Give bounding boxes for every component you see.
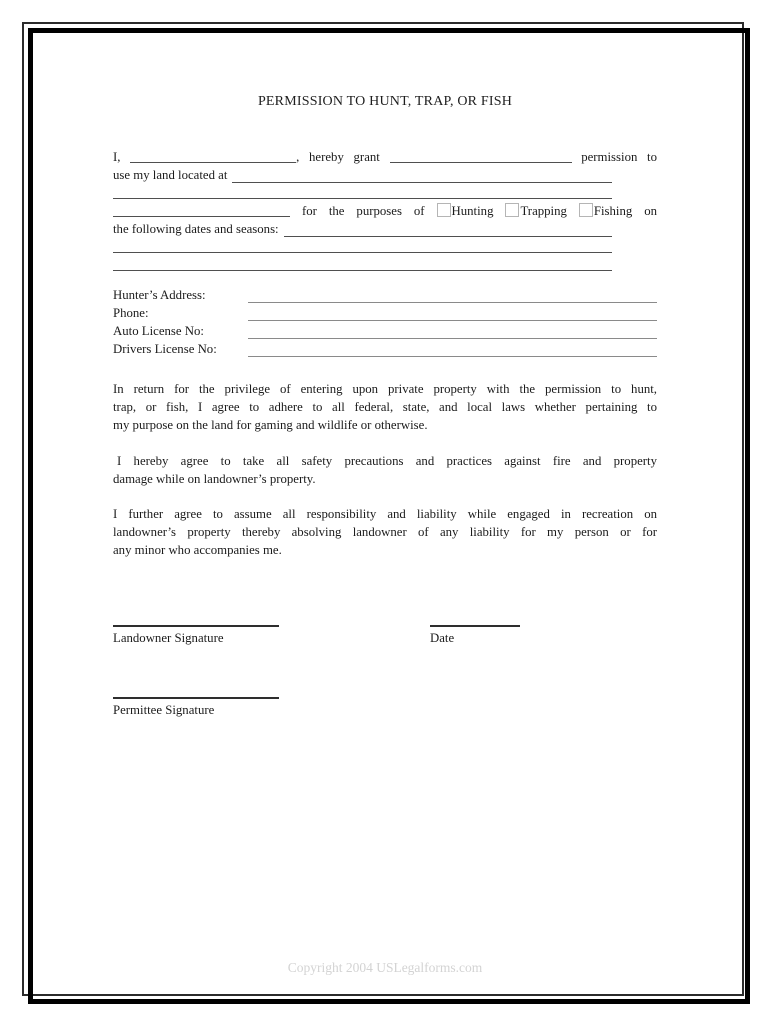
paragraph-line: my purpose on the land for gaming and wildlife or otherwise. (113, 418, 428, 432)
blank-land-location-3[interactable] (113, 203, 290, 217)
date-line[interactable] (430, 625, 520, 627)
permittee-signature-label: Permittee Signature (113, 703, 215, 717)
intro-line-2 (113, 166, 612, 184)
form-title: PERMISSION TO HUNT, TRAP, OR FISH (257, 94, 513, 109)
blank-hunters-address[interactable] (248, 287, 657, 303)
paragraph-line: landowner’s property thereby absolving landowner of any liability for my person or for (113, 525, 657, 539)
trapping-option (505, 204, 566, 218)
text-on: on (644, 204, 658, 218)
blank-land-location-2[interactable] (113, 185, 612, 199)
intro-line-6 (113, 238, 657, 256)
fishing-option (579, 204, 632, 218)
trapping-label: Trapping (520, 204, 567, 218)
paragraph-line: trap, or fish, I agree to adhere to all federal, state, and local laws whether pertaining to (113, 400, 657, 414)
paragraph-laws (113, 380, 657, 434)
permittee-signature-line[interactable] (113, 697, 279, 699)
text-i: I, (113, 150, 121, 164)
auto-license-label: Auto License No: (113, 324, 204, 338)
phone-label: Phone: (113, 306, 149, 320)
hunters-address-row (113, 286, 657, 304)
text-hereby-grant: , hereby grant (296, 150, 380, 164)
paragraph-line: In return for the privilege of entering upon private property with the permission to hunt, (113, 382, 657, 396)
blank-phone[interactable] (248, 305, 657, 321)
blank-auto-license[interactable] (248, 323, 657, 339)
auto-license-row (113, 322, 657, 340)
paragraph-line: I hereby agree to take all safety precautions and practices against fire and property (117, 454, 657, 468)
blank-grantee-name[interactable] (390, 149, 572, 163)
hunting-label: Hunting (451, 204, 494, 218)
copyright-notice: Copyright 2004 USLegalforms.com (287, 960, 483, 975)
hunting-checkbox[interactable] (437, 203, 451, 217)
intro-line-1 (113, 148, 657, 166)
landowner-signature-line[interactable] (113, 625, 279, 627)
intro-line-3 (113, 184, 657, 202)
fishing-checkbox[interactable] (579, 203, 593, 217)
phone-row (113, 304, 657, 322)
intro-line-7 (113, 256, 657, 274)
paragraph-line: I further agree to assume all responsibility and liability while engaged in recreation on (113, 507, 657, 521)
paragraph-safety (113, 452, 657, 488)
hunters-address-label: Hunter’s Address: (113, 288, 206, 302)
hunter-info-section (113, 286, 657, 358)
paragraph-line: damage while on landowner’s property. (113, 472, 316, 486)
hunting-option (437, 204, 494, 218)
intro-section (113, 148, 657, 274)
date-label: Date (430, 631, 455, 645)
drivers-license-label: Drivers License No: (113, 342, 217, 356)
fishing-label: Fishing (593, 204, 633, 218)
text-permission-to: permission to (581, 150, 657, 164)
blank-dates-seasons-3[interactable] (113, 257, 612, 271)
drivers-license-row (113, 340, 657, 358)
blank-dates-seasons-1[interactable] (284, 221, 612, 237)
blank-drivers-license[interactable] (248, 341, 657, 357)
trapping-checkbox[interactable] (505, 203, 519, 217)
text-dates-seasons: the following dates and seasons: (113, 222, 279, 236)
intro-line-4 (113, 202, 657, 220)
landowner-signature-label: Landowner Signature (113, 631, 224, 645)
intro-line-5 (113, 220, 612, 238)
paragraph-line: any minor who accompanies me. (113, 543, 282, 557)
text-purposes-intro: for the purposes of (301, 204, 425, 218)
blank-land-location-1[interactable] (232, 167, 612, 183)
blank-landowner-name[interactable] (130, 149, 296, 163)
blank-dates-seasons-2[interactable] (113, 239, 612, 253)
text-use-my-land: use my land located at (113, 168, 228, 182)
paragraph-liability (113, 505, 657, 559)
